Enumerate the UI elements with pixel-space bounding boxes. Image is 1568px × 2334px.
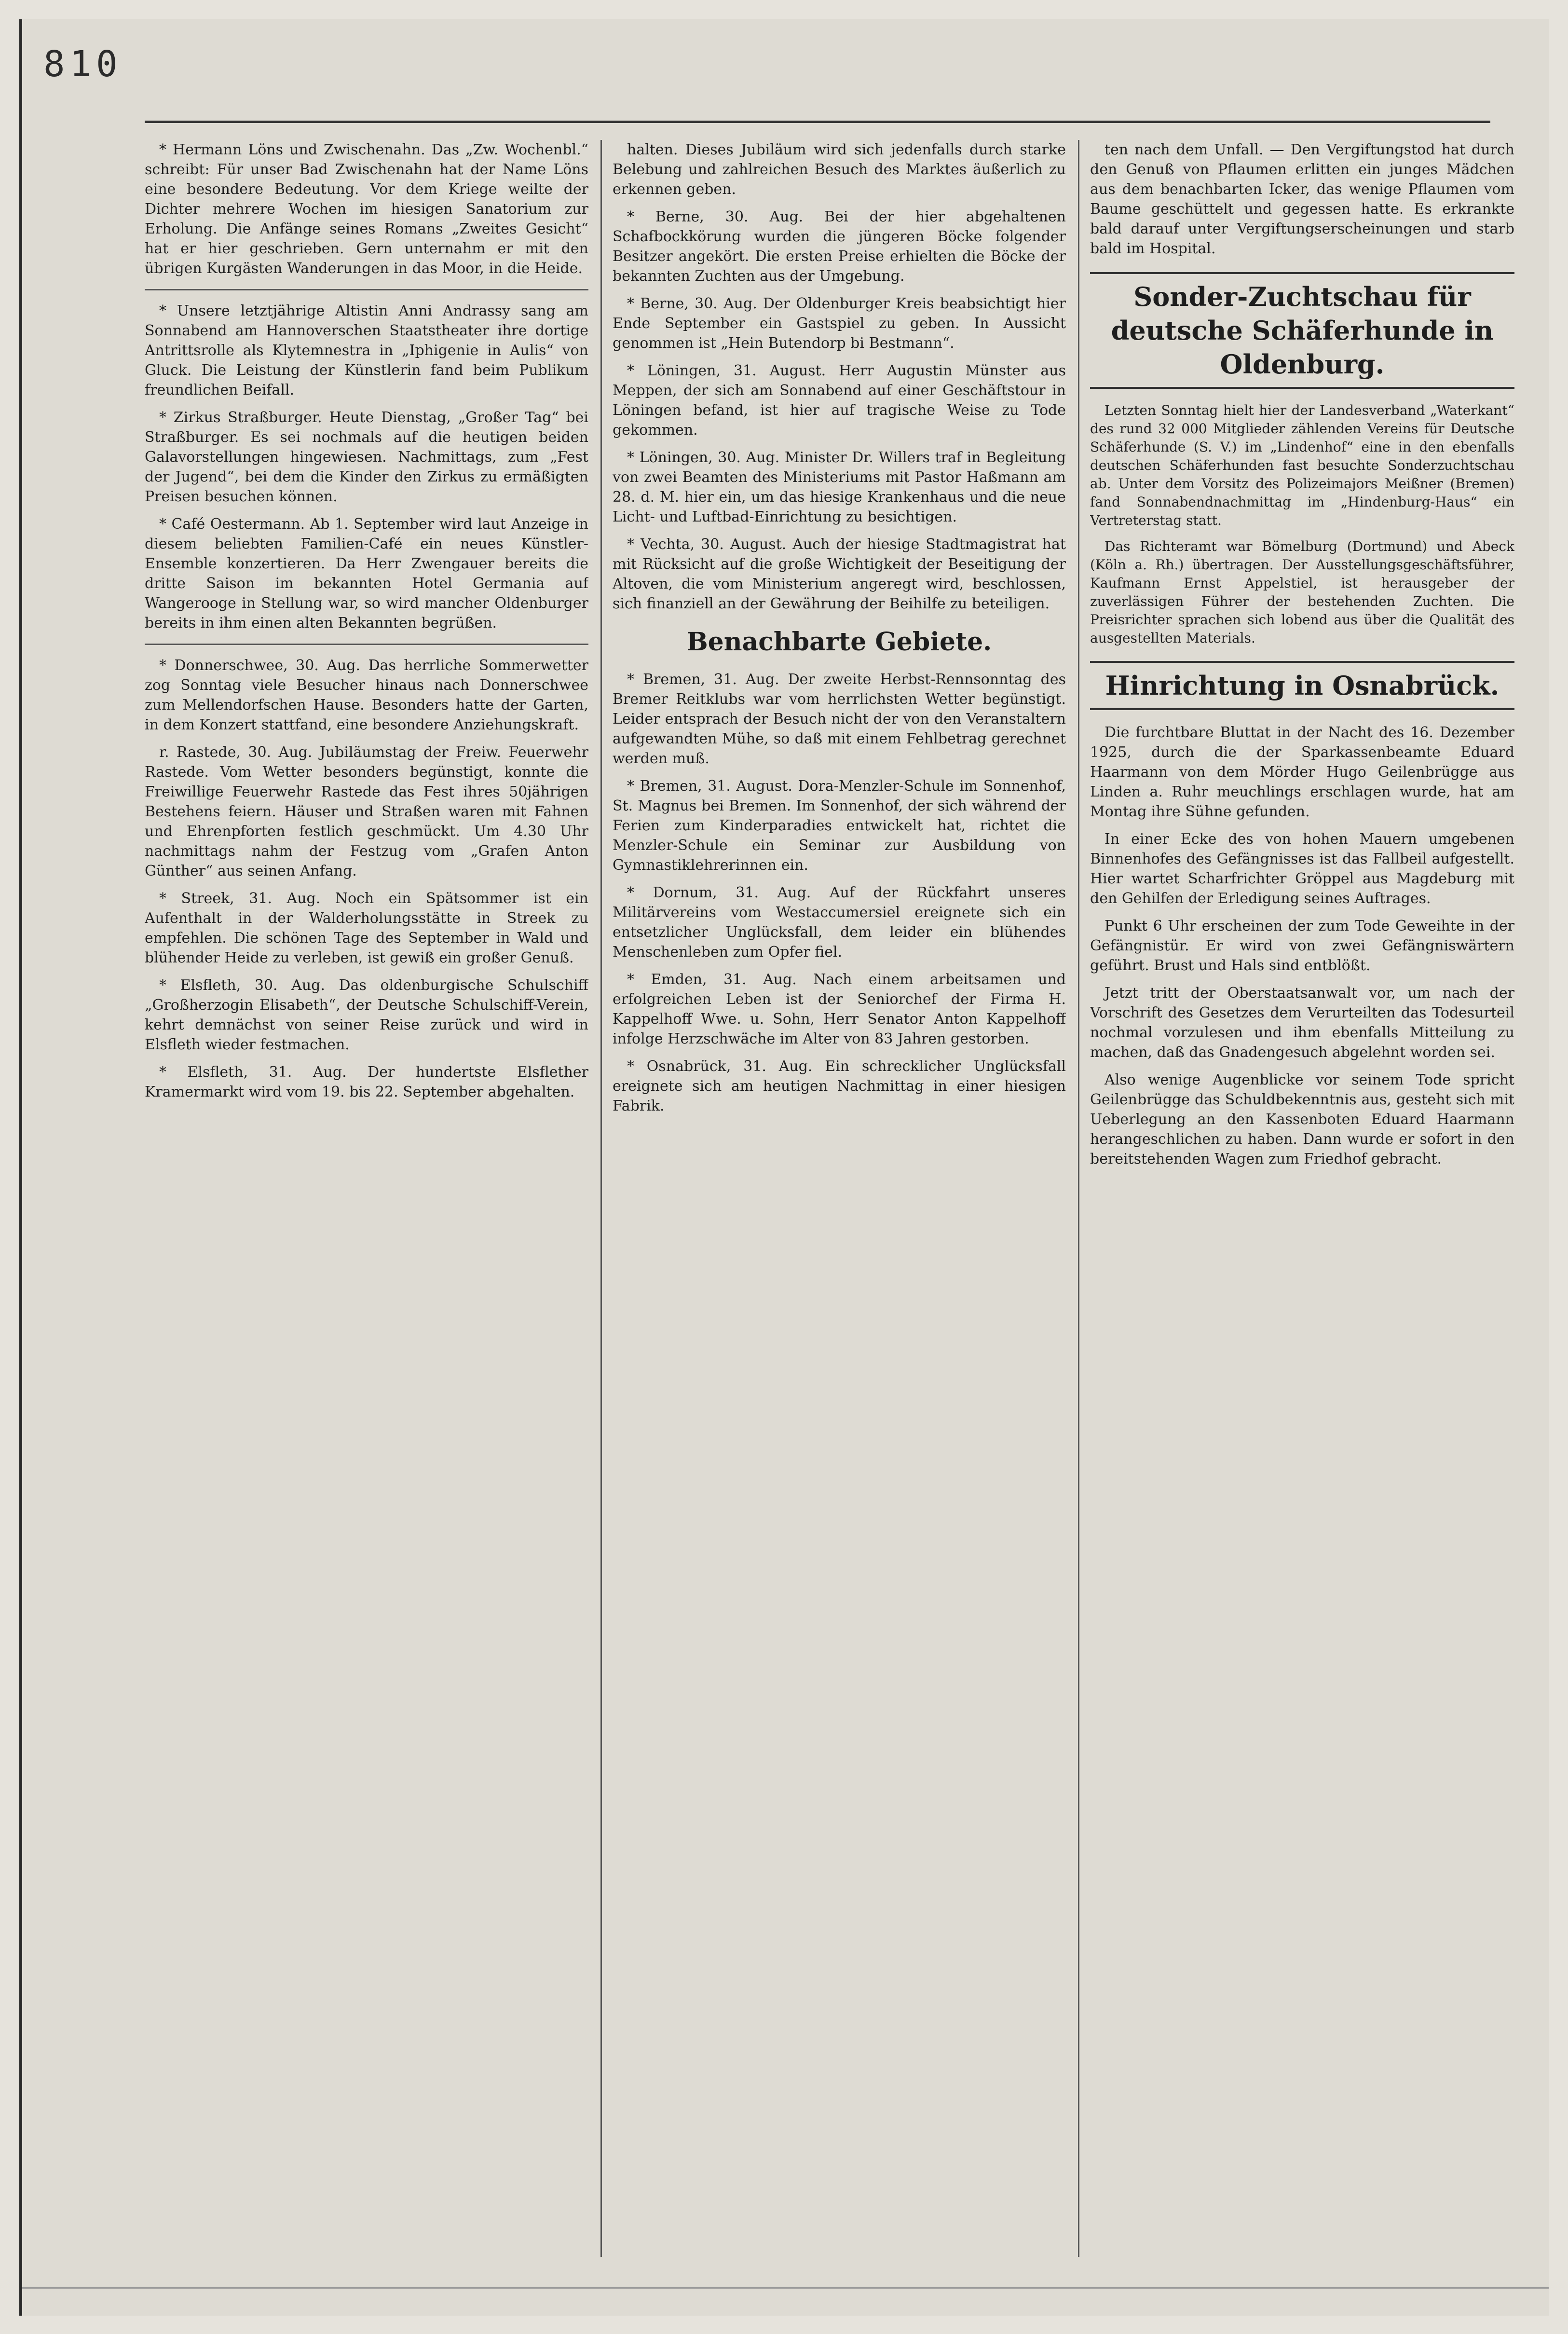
article-loeningen-unfall: * Löningen, 31. August. Herr Augustin Münster aus Meppen, der sich am Sonnabend auf einer Geschäftstour in Löningen befand, ist hier auf tragische Weise zu Tode gekommen. [613,362,1066,439]
article-bremen-rennen: * Bremen, 31. Aug. Der zweite Herbst-Rennsonntag des Bremer Reitklubs war vom herrlichsten Wetter begünstigt. Leider entsprach der Besuch nicht der von den Veranstaltern aufgewandten Mühe, so daß mit einem Fehlbetrag gerechnet werden muß. [613,671,1066,767]
article-rastede: r. Rastede, 30. Aug. Jubiläumstag der Freiw. Feuerwehr Rastede. Vom Wetter besonders begünstigt, konnte die Freiwillige Feuerwehr Rastede das Fest ihres 50jährigen Bestehens feiern. Häuser und Straßen waren mit Fahnen und Ehrenpforten festlich geschmückt. Um 4.30 Uhr nachmittags nahm der Festzug vom „Grafen Anton Günther“ aus seinen Anfang. [145,744,588,879]
article-separator [145,644,588,645]
top-rule [145,121,1490,123]
article-hinrichtung-2: In einer Ecke des von hohen Mauern umgebenen Binnenhofes des Gefängnisses ist das Fallbeil aufgestellt. Hier wartet Scharfrichter Gröppel aus Magdeburg mit den Gehilfen der Erledigung seines Auftrages. [1090,831,1514,907]
page-number: 810 [43,43,123,85]
article-bremen-menzler: * Bremen, 31. August. Dora-Menzler-Schule im Sonnenhof, St. Magnus bei Bremen. Im Sonnenhof, der sich während der Ferien zum Kinderparadies entwickelt hat, richtet die Menzler-Schule ein Seminar zur Ausbildung von Gymnastiklehrerinnen ein. [613,778,1066,874]
column-rule-1 [600,140,602,2257]
article-zuchtschau-2: Das Richteramt war Bömelburg (Dortmund) und Abeck (Köln a. Rh.) übertragen. Der Ausstellungsgeschäftsführer, Kaufmann Ernst Appelstiel, ist herausgeber der zuverlässigen Führer der bestehenden Zuchten. Die Preisrichter sprachen sich lobend aus über die Qualität des ausgestellten Materials. [1090,538,1514,646]
column-1 [145,140,588,2257]
article-zirkus: * Zirkus Straßburger. Heute Dienstag, „Großer Tag“ bei Straßburger. Es sei nochmals auf die heutigen beiden Galavorstellungen hingewiesen. Nachmittags, zum „Fest der Jugend“, bei dem die Kinder den Zirkus zu ermäßigten Preisen besuchen können. [145,409,588,505]
article-zuchtschau-1: Letzten Sonntag hielt hier der Landesverband „Waterkant“ des rund 32 000 Mitglieder zählenden Vereins für Deutsche Schäferhunde (S. V.) im „Lindenhof“ eine in den ebenfalls deutschen Schäferhunden fast besuchte Sonderzuchtschau ab. Unter dem Vorsitz des Polizeimajors Meißner (Bremen) fand Sonnabendnachmittag im „Hindenburg-Haus“ ein Vertreterstag statt. [1090,402,1514,528]
column-rule-2 [1078,140,1079,2257]
article-cafe: * Café Oestermann. Ab 1. September wird laut Anzeige in diesem beliebten Familien-Café ein neues Künstler-Ensemble konzertieren. Da Herr Zwengauer bereits die dritte Saison im bekannten Hotel Germania auf Wangerooge in Stellung war, so wird mancher Oldenburger bereits in ihm einen alten Bekannten begrüßen. [145,516,588,632]
column-3 [1090,140,1514,2257]
article-berne-gastspiel: * Berne, 30. Aug. Der Oldenburger Kreis beabsichtigt hier Ende September ein Gastspiel zu geben. In Aussicht genommen ist „Hein Butendorp bi Bestmann“. [613,295,1066,352]
article-osnabrueck-unfall: * Osnabrück, 31. Aug. Ein schrecklicher Unglücksfall ereignete sich am heutigen Nachmittag in einer hiesigen Fabrik. [613,1058,1066,1114]
column-2 [613,140,1066,2257]
article-donnerschwee: * Donnerschwee, 30. Aug. Das herrliche Sommerwetter zog Sonntag viele Besucher hinaus nach Donnerschwee zum Mellendorfschen Hause. Besonders hatte der Garten, in dem Konzert stattfand, eine besondere Anziehungskraft. [145,657,588,733]
article-hinrichtung-3: Punkt 6 Uhr erscheinen der zum Tode Geweihte in der Gefängnistür. Er wird von zwei Gefängniswärtern geführt. Brust und Hals sind entblößt. [1090,918,1514,974]
article-berne-koerung: * Berne, 30. Aug. Bei der hier abgehaltenen Schafbockkörung wurden die jüngeren Böcke folgender Besitzer angekört. Die ersten Preise erhielten die Böcke der bekannten Zuchten aus der Umgebung. [613,208,1066,285]
article-separator [145,289,588,290]
article-elsfleth-markt: * Elsfleth, 31. Aug. Der hundertste Elsflether Kramermarkt wird vom 19. bis 22. September abgehalten. [145,1064,588,1100]
section-heading-benachbarte-gebiete: Benachbarte Gebiete. [686,627,992,657]
article-hinrichtung-5: Also wenige Augenblicke vor seinem Tode spricht Geilenbrügge das Schuldbekenntnis aus, gesteht sich mit Ueberlegung an den Kassenboten Eduard Haarmann herangeschlichen zu haben. Dann wurde er sofort in den bereitstehenden Wagen zum Friedhof gebracht. [1090,1071,1514,1167]
section-heading-zuchtschau: Sonder-Zuchtschau für deutsche Schäferhunde in Oldenburg. [1090,272,1514,389]
article-loeningen-minister: * Löningen, 30. Aug. Minister Dr. Willers traf in Begleitung von zwei Beamten des Ministeriums mit Pastor Haßmann am 28. d. M. hier ein, um das hiesige Krankenhaus und die neue Licht- und Luftbad-Einrichtung zu besichtigen. [613,449,1066,525]
article-streek: * Streek, 31. Aug. Noch ein Spätsommer ist ein Aufenthalt in der Walderholungsstätte in Streek zu empfehlen. Die schönen Tage des September in Wald und blühender Heide zu verleben, ist gewiß ein großer Genuß. [145,890,588,966]
article-jubilaeum-cont: halten. Dieses Jubiläum wird sich jedenfalls durch starke Belebung und zahlreichen Besuch des Marktes äußerlich zu erkennen geben. [613,141,1066,198]
article-vergiftung: ten nach dem Unfall. — Den Vergiftungstod hat durch den Genuß von Pflaumen erlitten ein junges Mädchen aus dem benachbarten Icker, das wenige Pflaumen vom Baume geschüttelt und gegessen hatte. Es erkrankte bald darauf unter Vergiftungserscheinungen und starb bald im Hospital. [1090,141,1514,257]
article-vechta: * Vechta, 30. August. Auch der hiesige Stadtmagistrat hat mit Rücksicht auf die große Wichtigkeit der Beseitigung der Altoven, die vom Ministerium angeregt wird, beschlossen, sich finanziell an der Gewährung der Beihilfe zu beteiligen. [613,536,1066,612]
article-elsfleth-schulschiff: * Elsfleth, 30. Aug. Das oldenburgische Schulschiff „Großherzogin Elisabeth“, der Deutsche Schulschiff-Verein, kehrt demnächst von seiner Reise zurück und wird in Elsfleth wieder festmachen. [145,977,588,1053]
section-heading-hinrichtung: Hinrichtung in Osnabrück. [1090,661,1514,710]
article-hinrichtung-1: Die furchtbare Bluttat in der Nacht des 16. Dezember 1925, durch die der Sparkassenbeamte Eduard Haarmann von dem Mörder Hugo Geilenbrügge aus Linden a. Ruhr meuchlings erschlagen wurde, hat am Montag ihre Sühne gefunden. [1090,724,1514,820]
article-dornum: * Dornum, 31. Aug. Auf der Rückfahrt unseres Militärvereins vom Westaccumersiel ereignete sich ein entsetzlicher Unglücksfall, dem leider ein blühendes Menschenleben zum Opfer fiel. [613,884,1066,961]
article-loens: * Hermann Löns und Zwischenahn. Das „Zw. Wochenbl.“ schreibt: Für unser Bad Zwischenahn hat der Name Löns eine besondere Bedeutung. Vor dem Kriege weilte der Dichter mehrere Wochen im hiesigen Sanatorium zur Erholung. Die Anfänge seines Romans „Zweites Gesicht“ hat er hier geschrieben. Gern unternahm er mit den übrigen Kurgästen Wanderungen in das Moor, in die Heide. [145,141,588,277]
article-hinrichtung-4: Jetzt tritt der Oberstaatsanwalt vor, um nach der Vorschrift des Gesetzes dem Verurteilten das Todesurteil nochmal vorzulesen und ihm ebenfalls Mitteilung zu machen, daß das Gnadengesuch abgelehnt worden sei. [1090,985,1514,1061]
article-emden: * Emden, 31. Aug. Nach einem arbeitsamen und erfolgreichen Leben ist der Seniorchef der Firma H. Kappelhoff Wwe. u. Sohn, Herr Senator Anton Kappelhoff infolge Herzschwäche im Alter von 83 Jahren gestorben. [613,971,1066,1047]
fold-line [22,2287,1549,2289]
article-andrassy: * Unsere letztjährige Altistin Anni Andrassy sang am Sonnabend am Hannoverschen Staatstheater ihre dortige Antrittsrolle als Klytemnestra in „Iphigenie in Aulis“ von Gluck. Die Leistung der Künstlerin fand beim Publikum freundlichen Beifall. [145,302,588,398]
